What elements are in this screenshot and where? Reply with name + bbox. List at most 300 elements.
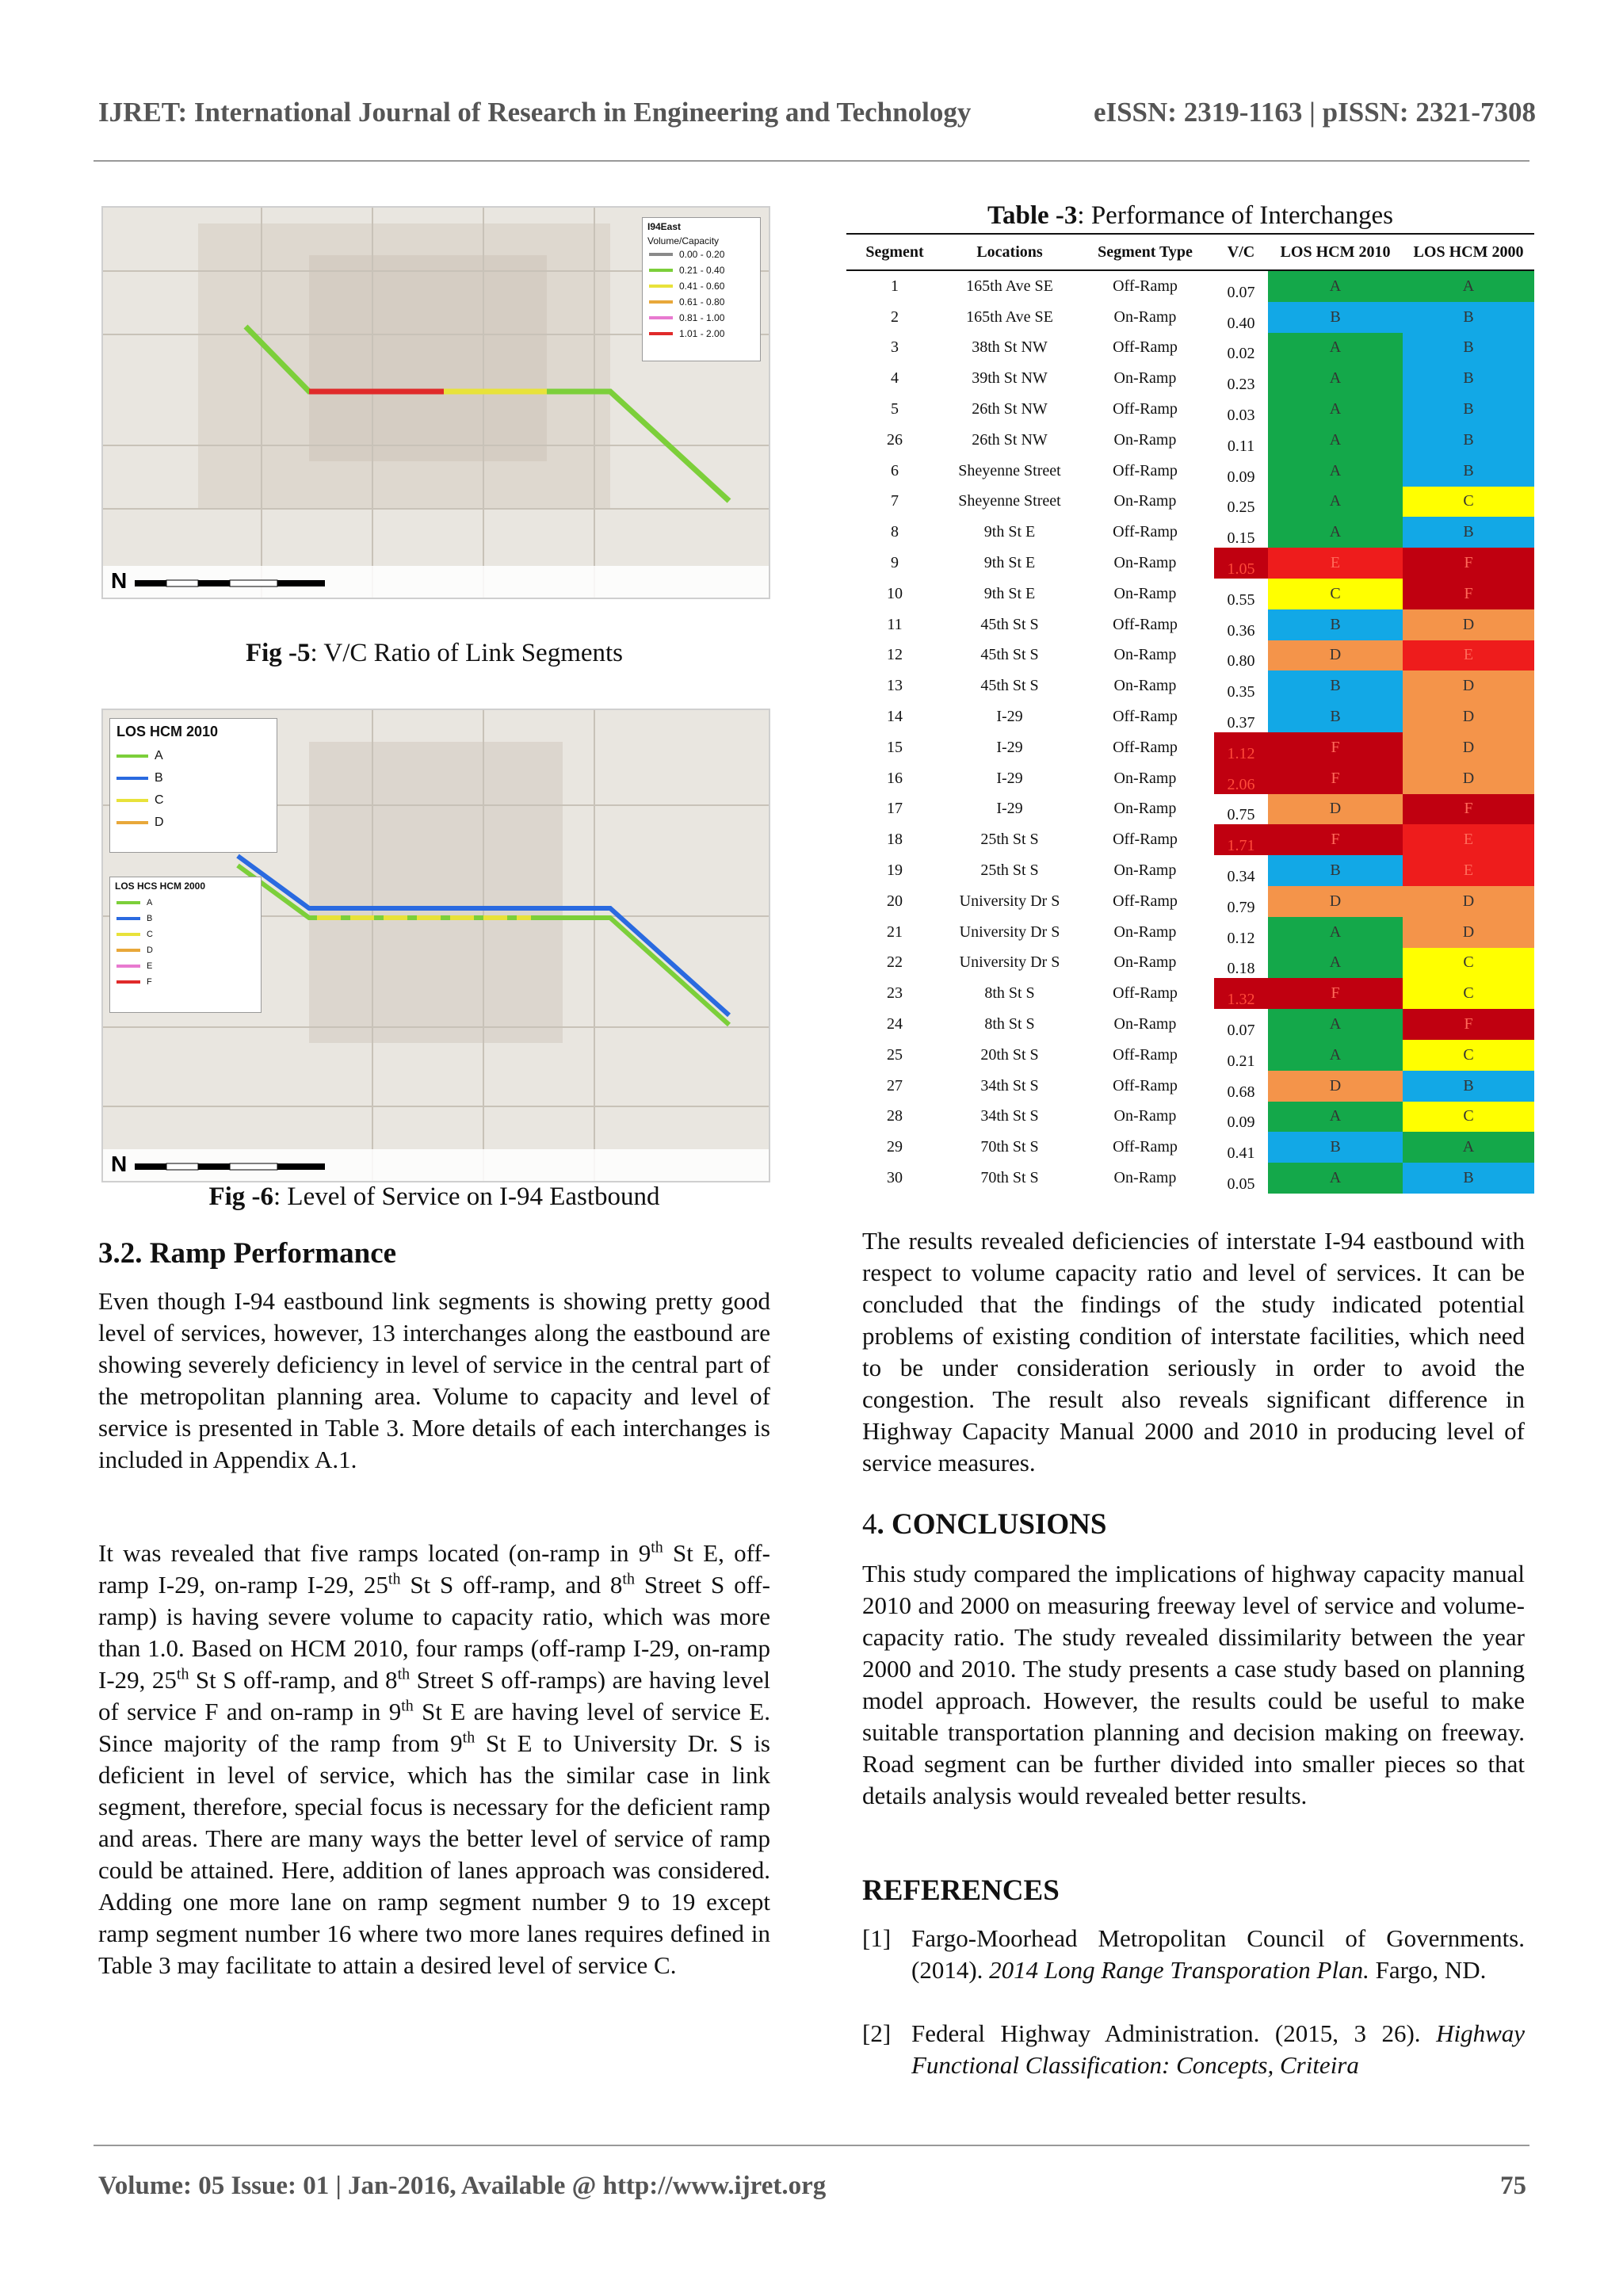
- table3-cell: 0.80: [1227, 652, 1255, 670]
- fig6-caption-label: Fig -6: [208, 1182, 274, 1211]
- table-row: [846, 855, 1534, 886]
- table3-cell: 30: [887, 1169, 903, 1186]
- table3-cell: 0.07: [1227, 283, 1255, 301]
- legend-swatch: [116, 949, 140, 952]
- table3-cell: 0.68: [1227, 1083, 1255, 1101]
- table3-cell: 1: [891, 277, 899, 295]
- table3-cell: 19: [887, 861, 903, 880]
- references-title: REFERENCES: [862, 1874, 1060, 1907]
- table3-cell: A: [1403, 270, 1534, 302]
- table3-cell: 26th St NW: [972, 430, 1048, 449]
- legend-swatch: [649, 253, 673, 256]
- table3-cell: D: [1268, 640, 1403, 671]
- table-row: [846, 701, 1534, 732]
- table3-cell: A: [1268, 948, 1403, 979]
- table3-cell: B: [1403, 456, 1534, 487]
- table3-cell: B: [1268, 609, 1403, 640]
- legend-swatch: [649, 285, 673, 288]
- table3-cell: 15: [887, 738, 903, 756]
- section-3-2-p2: It was revealed that five ramps located (on-ramp in 9th St E, off-ramp I-29, on-ramp I-29, 25th St S off-ramp, and 8th Street S off-ramp) is having severe volume to capacity ratio, which was more than 1.0. Based on HCM 2010, four ramps (off-ramp I-29, on-ramp I-29, 25th St S off-ramp, and 8th Street S off-ramps) are having level of service F and on-ramp in 9th St E are having level of service E. Since majority of the ramp from 9th St E to University Dr. S is deficient in level of service, which has the similar case in link segment, therefore, special focus is necessary for the deficient ramp and areas. There are many ways the better level of service of ramp could be attained. Here, addition of lanes approach was considered. Adding one more lane on ramp segment number 9 to 19 except ramp segment number 16 where two more lanes requires defined in Table 3 may facilitate to attain a desired level of service C.: [98, 1538, 770, 1979]
- table3-cell: F: [1403, 548, 1534, 579]
- table3-cell: University Dr S: [959, 953, 1060, 972]
- legend-swatch: [116, 980, 140, 984]
- legend-label: 0.81 - 1.00: [679, 312, 725, 323]
- table3-cell: B: [1268, 302, 1403, 333]
- table3-cell: 0.79: [1227, 898, 1255, 916]
- legend-label: B: [155, 771, 163, 785]
- fig5-caption-label: Fig -5: [245, 639, 311, 667]
- table3-cell: 0.09: [1227, 468, 1255, 486]
- fig5-caption: [101, 639, 767, 668]
- table3-cell: On-Ramp: [1113, 492, 1177, 510]
- table3-cell: A: [1268, 363, 1403, 394]
- table3-cell: A: [1268, 333, 1403, 364]
- table3-cell: D: [1403, 917, 1534, 948]
- table3-cell: B: [1403, 394, 1534, 425]
- table3-cell: 8: [891, 523, 899, 541]
- table3-cell: B: [1268, 1132, 1403, 1163]
- legend-label: 0.21 - 0.40: [679, 265, 725, 276]
- table3-cell: C: [1403, 1040, 1534, 1071]
- table-row: [846, 302, 1534, 333]
- table3-cell: E: [1403, 824, 1534, 855]
- legend-swatch: [116, 901, 140, 904]
- table3-cell: D: [1403, 886, 1534, 917]
- table3-cell: 24: [887, 1015, 903, 1033]
- table3-cell: 18: [887, 831, 903, 849]
- footer-volume: Volume: 05 Issue: 01 | Jan-2016, Available @ http://www.ijret.org: [98, 2172, 827, 2200]
- table3-cell: 7: [891, 492, 899, 510]
- table3-cell: 20: [887, 892, 903, 910]
- table-row: [846, 363, 1534, 394]
- table3-cell: A: [1268, 1102, 1403, 1133]
- table3-cell: On-Ramp: [1113, 369, 1177, 388]
- fig6-legend2-title: LOS HCS HCM 2000: [115, 881, 206, 892]
- table3-cell: Off-Ramp: [1113, 461, 1178, 479]
- table3-cell: C: [1403, 487, 1534, 518]
- table3-cell: 0.23: [1227, 376, 1255, 394]
- table3-cell: On-Ramp: [1113, 861, 1177, 880]
- table-row: [846, 917, 1534, 948]
- section-3-2-title: 3.2. Ramp Performance: [98, 1237, 397, 1270]
- table3-cell: B: [1403, 1071, 1534, 1102]
- table3-cell: B: [1268, 701, 1403, 732]
- table3-cell: 45th St S: [980, 615, 1039, 633]
- table-row: [846, 794, 1534, 825]
- table3-cell: E: [1403, 640, 1534, 671]
- legend-label: A: [147, 898, 153, 907]
- table3-cell: B: [1268, 855, 1403, 886]
- table3-cell: F: [1268, 732, 1403, 763]
- table3-cell: B: [1268, 670, 1403, 701]
- fig5-legend-item: [643, 262, 760, 278]
- table-row: [846, 609, 1534, 640]
- table3-header-2: Segment Type: [1076, 234, 1214, 270]
- header-rule: [94, 160, 1529, 162]
- fig6-map: [101, 709, 770, 1182]
- table3-cell: 21: [887, 923, 903, 941]
- legend-swatch: [116, 933, 140, 936]
- table3-cell: Off-Ramp: [1113, 277, 1178, 295]
- table3-cell: 0.15: [1227, 529, 1255, 548]
- table-row: [846, 1132, 1534, 1163]
- fig5-caption-text: : V/C Ratio of Link Segments: [310, 639, 624, 667]
- legend-swatch: [116, 965, 140, 968]
- table3-cell: 9: [891, 554, 899, 572]
- table3-cell: 165th Ave SE: [966, 308, 1053, 326]
- table3-cell: F: [1403, 794, 1534, 825]
- table3-cell: 39th St NW: [972, 369, 1048, 388]
- table-row: [846, 333, 1534, 364]
- table3-cell: 0.18: [1227, 960, 1255, 978]
- table3-cell: 6: [891, 461, 899, 479]
- table3-cell: 4: [891, 369, 899, 388]
- table3-cell: University Dr S: [959, 892, 1060, 910]
- table3-cell: 10: [887, 584, 903, 602]
- table3-cell: 0.75: [1227, 806, 1255, 824]
- table-row: [846, 948, 1534, 979]
- legend-label: 0.41 - 0.60: [679, 281, 725, 292]
- table3-cell: 34th St S: [980, 1076, 1039, 1095]
- table3-cell: Off-Ramp: [1113, 523, 1178, 541]
- table-row: [846, 1040, 1534, 1071]
- table3-cell: On-Ramp: [1113, 554, 1177, 572]
- table-row: [846, 824, 1534, 855]
- table3-cell: Off-Ramp: [1113, 892, 1178, 910]
- table3-cell: 29: [887, 1138, 903, 1156]
- table3-cell: I-29: [996, 738, 1023, 756]
- legend-swatch: [116, 755, 148, 758]
- fig6-legend1-title: LOS HCM 2010: [116, 724, 219, 739]
- table-row: [846, 1102, 1534, 1133]
- table3-cell: On-Ramp: [1113, 1107, 1177, 1125]
- table-row: [846, 763, 1534, 794]
- table3-cell: Off-Ramp: [1113, 831, 1178, 849]
- table3-cell: F: [1403, 579, 1534, 609]
- table3-cell: B: [1403, 425, 1534, 456]
- legend-swatch: [649, 316, 673, 319]
- table3-table: [846, 233, 1534, 1194]
- table3-cell: 0.11: [1227, 437, 1255, 455]
- table3-cell: On-Ramp: [1113, 1169, 1177, 1186]
- legend-label: E: [147, 961, 153, 971]
- table3-cell: 25th St S: [980, 831, 1039, 849]
- table3-cell: 22: [887, 953, 903, 972]
- table3-cell: 1.32: [1214, 978, 1268, 1009]
- table3-cell: On-Ramp: [1113, 923, 1177, 941]
- table3-cell: 1.12: [1214, 732, 1268, 763]
- table3-cell: D: [1268, 886, 1403, 917]
- table3-cell: D: [1268, 794, 1403, 825]
- table3-cell: Off-Ramp: [1113, 738, 1178, 756]
- fig6-legend1-item: [110, 789, 277, 812]
- legend-swatch: [649, 300, 673, 304]
- legend-swatch: [116, 777, 148, 780]
- table3-cell: 14: [887, 708, 903, 726]
- table3-cell: 16: [887, 769, 903, 787]
- table3-cell: 9th St E: [983, 584, 1036, 602]
- reference-1: [1] Fargo-Moorhead Metropolitan Council of Governments. (2014). 2014 Long Range Transporation Plan. Fargo, ND.: [862, 1924, 1525, 1984]
- table3-cell: Off-Ramp: [1113, 400, 1178, 418]
- table3-cell: 45th St S: [980, 646, 1039, 664]
- table-row: [846, 640, 1534, 671]
- table3-cell: A: [1268, 1163, 1403, 1194]
- legend-label: F: [147, 977, 152, 987]
- table3-cell: 23: [887, 984, 903, 1003]
- legend-label: C: [147, 930, 153, 939]
- legend-swatch: [649, 269, 673, 272]
- table3: [846, 233, 1534, 1194]
- table3-cell: C: [1403, 978, 1534, 1009]
- table3-cell: Sheyenne Street: [958, 461, 1061, 479]
- table3-cell: 26: [887, 430, 903, 449]
- table3-title-label: Table -3: [987, 201, 1078, 230]
- conclusions-text: This study compared the implications of highway capacity manual 2010 and 2000 on measuring freeway level of service and volume-capacity ratio. The study revealed dissimilarity between the year 2000 and 2010. The study presents a case study based on planning model approach. However, the results could be useful to make suitable transportation planning and decision making on freeway. Road segment can be further divided into smaller pieces so that details analysis would revealed better results.: [862, 1560, 1525, 1809]
- table3-cell: 1.05: [1214, 548, 1268, 579]
- table3-cell: Off-Ramp: [1113, 1045, 1178, 1064]
- table3-cell: 17: [887, 800, 903, 818]
- table3-cell: 13: [887, 677, 903, 695]
- table3-cell: 0.09: [1227, 1114, 1255, 1132]
- table3-cell: A: [1268, 394, 1403, 425]
- table3-header-0: Segment: [846, 234, 943, 270]
- fig5-legend-item: [643, 278, 760, 294]
- table-row: [846, 579, 1534, 609]
- table3-cell: Off-Ramp: [1113, 984, 1178, 1003]
- fig6-caption: [101, 1182, 767, 1212]
- table3-header-3: V/C: [1214, 234, 1268, 270]
- table3-cell: 0.34: [1227, 867, 1255, 885]
- fig6-legend2-item: [110, 926, 261, 942]
- table3-cell: 9th St E: [983, 554, 1036, 572]
- table3-cell: D: [1403, 701, 1534, 732]
- table3-title-text: : Performance of Interchanges: [1077, 201, 1393, 230]
- legend-swatch: [116, 821, 148, 824]
- fig6-caption-text: : Level of Service on I-94 Eastbound: [273, 1182, 660, 1211]
- footer-rule: [94, 2145, 1529, 2146]
- table3-cell: 5: [891, 400, 899, 418]
- table-row: [846, 670, 1534, 701]
- table3-cell: On-Ramp: [1113, 677, 1177, 695]
- table3-cell: 0.12: [1227, 929, 1255, 947]
- fig6-legend1-item: [110, 745, 277, 767]
- legend-swatch: [116, 799, 148, 802]
- legend-label: B: [147, 914, 153, 923]
- table3-cell: Off-Ramp: [1113, 708, 1178, 726]
- table3-cell: 12: [887, 646, 903, 664]
- table3-cell: D: [1403, 763, 1534, 794]
- table-row: [846, 425, 1534, 456]
- fig6-legend-2000: [109, 877, 262, 1013]
- table-row: [846, 1163, 1534, 1194]
- table-row: [846, 1071, 1534, 1102]
- table3-cell: 9th St E: [983, 523, 1036, 541]
- table3-cell: 27: [887, 1076, 903, 1095]
- legend-label: A: [155, 749, 163, 762]
- fig5-map: [101, 206, 770, 599]
- table3-cell: 0.40: [1227, 314, 1255, 332]
- table3-cell: 0.41: [1227, 1144, 1255, 1163]
- table3-cell: D: [1403, 609, 1534, 640]
- table3-cell: 3: [891, 338, 899, 357]
- fig6-legend2-item: [110, 895, 261, 911]
- table3-cell: On-Ramp: [1113, 953, 1177, 972]
- table3-cell: 0.21: [1227, 1052, 1255, 1070]
- section-3-2-p1: Even though I-94 eastbound link segments is showing pretty good level of services, however, 13 interchanges along the eastbound are showing severely deficiency in level of service in the central part of the metropolitan planning area. Volume to capacity and level of service is presented in Table 3. More details of each interchanges is included in Appendix A.1.: [98, 1287, 770, 1473]
- fig5-legend-item: [643, 294, 760, 310]
- table3-cell: I-29: [996, 708, 1023, 726]
- table3-cell: A: [1268, 425, 1403, 456]
- table3-cell: A: [1268, 1040, 1403, 1071]
- table-row: [846, 517, 1534, 548]
- table3-cell: E: [1268, 548, 1403, 579]
- table3-cell: 2.06: [1214, 763, 1268, 794]
- table3-header-1: Locations: [943, 234, 1076, 270]
- table3-cell: A: [1268, 270, 1403, 302]
- legend-label: D: [147, 946, 153, 955]
- table3-cell: Off-Ramp: [1113, 1138, 1178, 1156]
- conclusions-title: 4. CONCLUSIONS: [862, 1508, 1107, 1541]
- table3-cell: C: [1268, 579, 1403, 609]
- table-row: [846, 487, 1534, 518]
- fig6-legend1-item: [110, 812, 277, 834]
- table3-cell: 38th St NW: [972, 338, 1048, 357]
- table3-cell: On-Ramp: [1113, 646, 1177, 664]
- table3-cell: 26th St NW: [972, 400, 1048, 418]
- table3-cell: 0.36: [1227, 621, 1255, 640]
- fig5-legend-subtitle: Volume/Capacity: [647, 235, 720, 246]
- table3-cell: B: [1403, 1163, 1534, 1194]
- table3-cell: F: [1268, 824, 1403, 855]
- table3-cell: 0.05: [1227, 1175, 1255, 1193]
- table3-cell: 28: [887, 1107, 903, 1125]
- fig6-legend1-item: [110, 767, 277, 789]
- table3-cell: 70th St S: [980, 1138, 1039, 1156]
- legend-label: 1.01 - 2.00: [679, 328, 725, 339]
- table3-cell: 70th St S: [980, 1169, 1039, 1186]
- table3-cell: 25th St S: [980, 861, 1039, 880]
- table3-cell: A: [1268, 517, 1403, 548]
- table3-cell: 0.07: [1227, 1021, 1255, 1039]
- table-row: [846, 456, 1534, 487]
- table3-cell: F: [1268, 763, 1403, 794]
- table3-cell: Sheyenne Street: [958, 492, 1061, 510]
- table3-header-5: LOS HCM 2000: [1403, 234, 1534, 270]
- legend-label: D: [155, 816, 164, 829]
- table3-cell: A: [1403, 1132, 1534, 1163]
- table-row: [846, 270, 1534, 302]
- table3-cell: 8th St S: [984, 1015, 1035, 1033]
- table3-header-4: LOS HCM 2010: [1268, 234, 1403, 270]
- fig5-legend: [642, 217, 761, 361]
- table3-cell: C: [1403, 1102, 1534, 1133]
- table3-cell: Off-Ramp: [1113, 1076, 1178, 1095]
- table-row: [846, 886, 1534, 917]
- table3-cell: 25: [887, 1045, 903, 1064]
- table3-cell: 2: [891, 308, 899, 326]
- page-number: 75: [1500, 2172, 1526, 2200]
- table3-cell: University Dr S: [959, 923, 1060, 941]
- fig6-legend2-item: [110, 942, 261, 958]
- fig6-legend2-item: [110, 911, 261, 926]
- table3-cell: I-29: [996, 800, 1023, 818]
- journal-title: IJRET: International Journal of Research in Engineering and Technology: [98, 97, 972, 128]
- table-row: [846, 394, 1534, 425]
- table3-cell: 0.25: [1227, 499, 1255, 517]
- fig5-legend-item: [643, 310, 760, 326]
- table3-cell: D: [1403, 670, 1534, 701]
- table3-cell: 0.35: [1227, 683, 1255, 701]
- table3-cell: On-Ramp: [1113, 308, 1177, 326]
- table-row: [846, 732, 1534, 763]
- table3-cell: D: [1403, 732, 1534, 763]
- fig5-legend-item: [643, 246, 760, 262]
- fig5-legend-title: I94East: [647, 221, 682, 232]
- table3-cell: On-Ramp: [1113, 769, 1177, 787]
- table3-cell: E: [1403, 855, 1534, 886]
- table3-cell: On-Ramp: [1113, 800, 1177, 818]
- table3-cell: A: [1268, 1009, 1403, 1040]
- results-paragraph: The results revealed deficiencies of interstate I-94 eastbound with respect to volume capacity ratio and level of services. It can be concluded that the findings of the study indicated potential problems of existing condition of interstate facilities, which need to be under consideration seriously in order to avoid the congestion. The result also reveals significant difference in Highway Capacity Manual 2000 and 2010 in producing level of service measures.: [862, 1227, 1525, 1477]
- table3-cell: C: [1403, 948, 1534, 979]
- table3-cell: A: [1268, 487, 1403, 518]
- legend-label: C: [155, 793, 164, 807]
- fig6-legend2-item: [110, 974, 261, 990]
- table3-cell: B: [1403, 302, 1534, 333]
- legend-label: 0.00 - 0.20: [679, 249, 725, 260]
- table3-cell: F: [1268, 978, 1403, 1009]
- svg-text:N: N: [111, 568, 128, 593]
- svg-text:N: N: [111, 1152, 128, 1176]
- table3-cell: 8th St S: [984, 984, 1035, 1003]
- table3-cell: 20th St S: [980, 1045, 1039, 1064]
- table3-cell: A: [1268, 917, 1403, 948]
- table3-title: [846, 201, 1534, 231]
- table3-cell: On-Ramp: [1113, 430, 1177, 449]
- table3-cell: On-Ramp: [1113, 1015, 1177, 1033]
- table3-cell: B: [1403, 517, 1534, 548]
- table3-cell: I-29: [996, 769, 1023, 787]
- table3-cell: Off-Ramp: [1113, 338, 1178, 357]
- legend-swatch: [649, 332, 673, 335]
- table3-cell: B: [1403, 363, 1534, 394]
- table3-cell: 0.37: [1227, 713, 1255, 732]
- table3-cell: Off-Ramp: [1113, 615, 1178, 633]
- table3-cell: 11: [887, 615, 903, 633]
- fig6-legend-2010: [109, 718, 277, 853]
- legend-swatch: [116, 917, 140, 920]
- reference-2: [2] Federal Highway Administration. (2015, 3 26). Highway Functional Classification: Concepts, Criteira: [862, 2019, 1525, 2079]
- table3-cell: 45th St S: [980, 677, 1039, 695]
- table3-cell: 0.03: [1227, 406, 1255, 424]
- table-row: [846, 978, 1534, 1009]
- table3-cell: B: [1403, 333, 1534, 364]
- table-row: [846, 548, 1534, 579]
- table3-cell: D: [1268, 1071, 1403, 1102]
- table3-cell: F: [1403, 1009, 1534, 1040]
- table3-cell: A: [1268, 456, 1403, 487]
- table3-cell: 0.02: [1227, 345, 1255, 363]
- fig5-legend-item: [643, 326, 760, 342]
- table3-cell: 1.71: [1214, 824, 1268, 855]
- issn: eISSN: 2319-1163 | pISSN: 2321-7308: [1093, 97, 1536, 128]
- table3-cell: 0.55: [1227, 590, 1255, 609]
- table-row: [846, 1009, 1534, 1040]
- fig6-legend2-item: [110, 958, 261, 974]
- table3-cell: 165th Ave SE: [966, 277, 1053, 295]
- table3-cell: 34th St S: [980, 1107, 1039, 1125]
- legend-label: 0.61 - 0.80: [679, 296, 725, 308]
